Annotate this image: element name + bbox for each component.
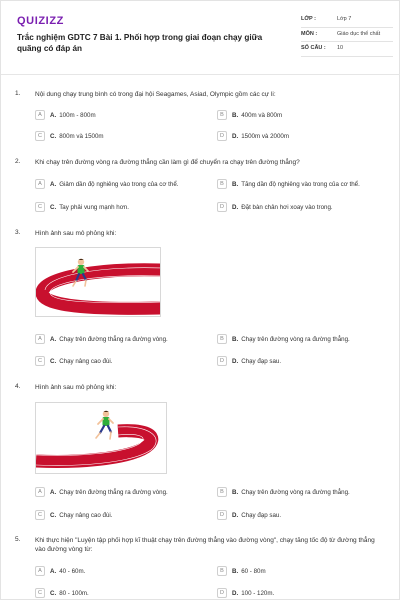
- option-letter: B.: [232, 488, 239, 496]
- option-text: 400m và 800m: [241, 111, 283, 119]
- option-box[interactable]: B: [217, 334, 227, 344]
- option-box[interactable]: B: [217, 110, 227, 120]
- meta-row-count: [301, 42, 393, 57]
- option-text: Chạy trên đường thẳng ra đường vòng.: [59, 488, 168, 496]
- option-text: 100 - 120m.: [241, 589, 275, 597]
- option-text: Tay phải vung mạnh hơn.: [59, 203, 129, 211]
- option-box[interactable]: A: [35, 179, 45, 189]
- option-text: 1500m và 2000m: [241, 132, 289, 140]
- meta-row-grade: [301, 13, 393, 28]
- meta-panel: [301, 13, 393, 57]
- option-box[interactable]: C: [35, 131, 45, 141]
- question-text: Hình ảnh sau mô phỏng khi:: [35, 384, 117, 391]
- option-letter: D.: [232, 589, 239, 597]
- worksheet-title: Trắc nghiệm GDTC 7 Bài 1. Phối hợp trong giai đoạn chạy giữa quãng có đáp án: [17, 33, 263, 53]
- question-text: Nội dung chạy trung bình có trong đại hội Seagames, Asiad, Olympic gồm các cự li:: [35, 91, 276, 98]
- track-runner-image: [36, 248, 161, 317]
- option-box[interactable]: A: [35, 110, 45, 120]
- option-letter: C.: [50, 511, 57, 519]
- track-illustration-q4: [35, 402, 167, 474]
- option-text: 100m - 800m: [59, 111, 96, 119]
- option-box[interactable]: D: [217, 588, 227, 598]
- question-text: Khi chạy trên đường vòng ra đường thẳng cần làm gì để chuyển ra chạy trên đường thẳng?: [35, 159, 300, 166]
- track-runner-image: [36, 403, 167, 474]
- meta-label: MÔN :: [301, 30, 318, 37]
- option-box[interactable]: D: [217, 510, 227, 520]
- question-number: 1.: [15, 90, 21, 97]
- question-text: Hình ảnh sau mô phỏng khi:: [35, 230, 117, 237]
- option-box[interactable]: D: [217, 202, 227, 212]
- runner-figure: [96, 411, 113, 439]
- option-text: 800m và 1500m: [59, 132, 104, 140]
- option-2d[interactable]: [217, 201, 333, 213]
- question-number: 3.: [15, 229, 21, 236]
- question-text: Khi thực hiện "Luyện tập phối hợp kĩ thuật chạy trên đường thẳng vào đường vòng", chạy tăng tốc độ từ đường thẳng vào đường vòng từ:: [35, 537, 375, 553]
- option-2b[interactable]: [217, 178, 360, 190]
- option-4b[interactable]: [217, 486, 350, 498]
- option-letter: B.: [232, 335, 239, 343]
- option-letter: B.: [232, 111, 239, 119]
- option-letter: A.: [50, 488, 57, 496]
- option-box[interactable]: A: [35, 334, 45, 344]
- option-text: Chạy nâng cao đùi.: [59, 511, 113, 519]
- option-5d[interactable]: [217, 587, 274, 599]
- option-text: 40 - 60m.: [59, 567, 86, 575]
- option-3b[interactable]: [217, 333, 350, 345]
- option-2c[interactable]: [35, 201, 129, 213]
- option-1c[interactable]: [35, 130, 104, 142]
- option-1a[interactable]: [35, 109, 96, 121]
- option-5a[interactable]: [35, 565, 85, 577]
- option-text: 60 - 80m: [241, 567, 266, 575]
- meta-value: Giáo dục thể chất: [337, 30, 381, 37]
- question-number: 4.: [15, 383, 21, 390]
- option-text: Chạy trên đường thẳng ra đường vòng.: [59, 335, 168, 343]
- option-5c[interactable]: [35, 587, 89, 599]
- option-4a[interactable]: [35, 486, 168, 498]
- option-5b[interactable]: [217, 565, 266, 577]
- option-1d[interactable]: [217, 130, 289, 142]
- option-letter: A.: [50, 111, 57, 119]
- meta-label: SỐ CÂU :: [301, 45, 326, 51]
- option-box[interactable]: C: [35, 510, 45, 520]
- option-3a[interactable]: [35, 333, 168, 345]
- option-box[interactable]: B: [217, 179, 227, 189]
- option-box[interactable]: B: [217, 566, 227, 576]
- option-3d[interactable]: [217, 355, 281, 367]
- option-letter: C.: [50, 132, 57, 140]
- option-1b[interactable]: [217, 109, 282, 121]
- option-4c[interactable]: [35, 509, 113, 521]
- option-letter: B.: [232, 567, 239, 575]
- option-letter: C.: [50, 357, 57, 365]
- option-text: Chạy nâng cao đùi.: [59, 357, 113, 365]
- meta-row-subject: [301, 28, 393, 43]
- option-letter: A.: [50, 335, 57, 343]
- option-box[interactable]: A: [35, 566, 45, 576]
- option-text: 80 - 100m.: [59, 589, 89, 597]
- option-text: Giảm dần độ nghiêng vào trong của cơ thể.: [59, 180, 179, 188]
- option-letter: D.: [232, 132, 239, 140]
- option-box[interactable]: C: [35, 202, 45, 212]
- option-4d[interactable]: [217, 509, 281, 521]
- option-text: Chạy đạp sau.: [241, 511, 282, 519]
- option-letter: C.: [50, 203, 57, 211]
- option-text: Tăng dần độ nghiêng vào trong của cơ thể.: [241, 180, 360, 188]
- quizizz-logo[interactable]: QUIZIZZ: [17, 15, 64, 27]
- option-text: Chạy trên đường vòng ra đường thẳng.: [241, 335, 350, 343]
- option-2a[interactable]: [35, 178, 178, 190]
- option-box[interactable]: C: [35, 356, 45, 366]
- worksheet-header: [1, 1, 400, 75]
- option-letter: D.: [232, 203, 239, 211]
- option-text: Chạy đạp sau.: [241, 357, 282, 365]
- meta-value: Lớp 7: [337, 16, 352, 22]
- option-letter: A.: [50, 180, 57, 188]
- option-box[interactable]: A: [35, 487, 45, 497]
- option-letter: A.: [50, 567, 57, 575]
- option-box[interactable]: D: [217, 131, 227, 141]
- option-box[interactable]: B: [217, 487, 227, 497]
- option-text: Đặt bàn chân hơi xoay vào trong.: [241, 203, 333, 211]
- meta-value: 10: [337, 45, 344, 51]
- meta-label: LỚP :: [301, 16, 316, 22]
- option-text: Chạy trên đường vòng ra đường thẳng.: [241, 488, 350, 496]
- question-number: 2.: [15, 158, 21, 165]
- option-box[interactable]: D: [217, 356, 227, 366]
- option-3c[interactable]: [35, 355, 113, 367]
- question-number: 5.: [15, 536, 21, 543]
- option-letter: C.: [50, 589, 57, 597]
- option-box[interactable]: C: [35, 588, 45, 598]
- option-letter: D.: [232, 511, 239, 519]
- option-letter: B.: [232, 180, 239, 188]
- option-letter: D.: [232, 357, 239, 365]
- track-illustration-q3: [35, 247, 161, 317]
